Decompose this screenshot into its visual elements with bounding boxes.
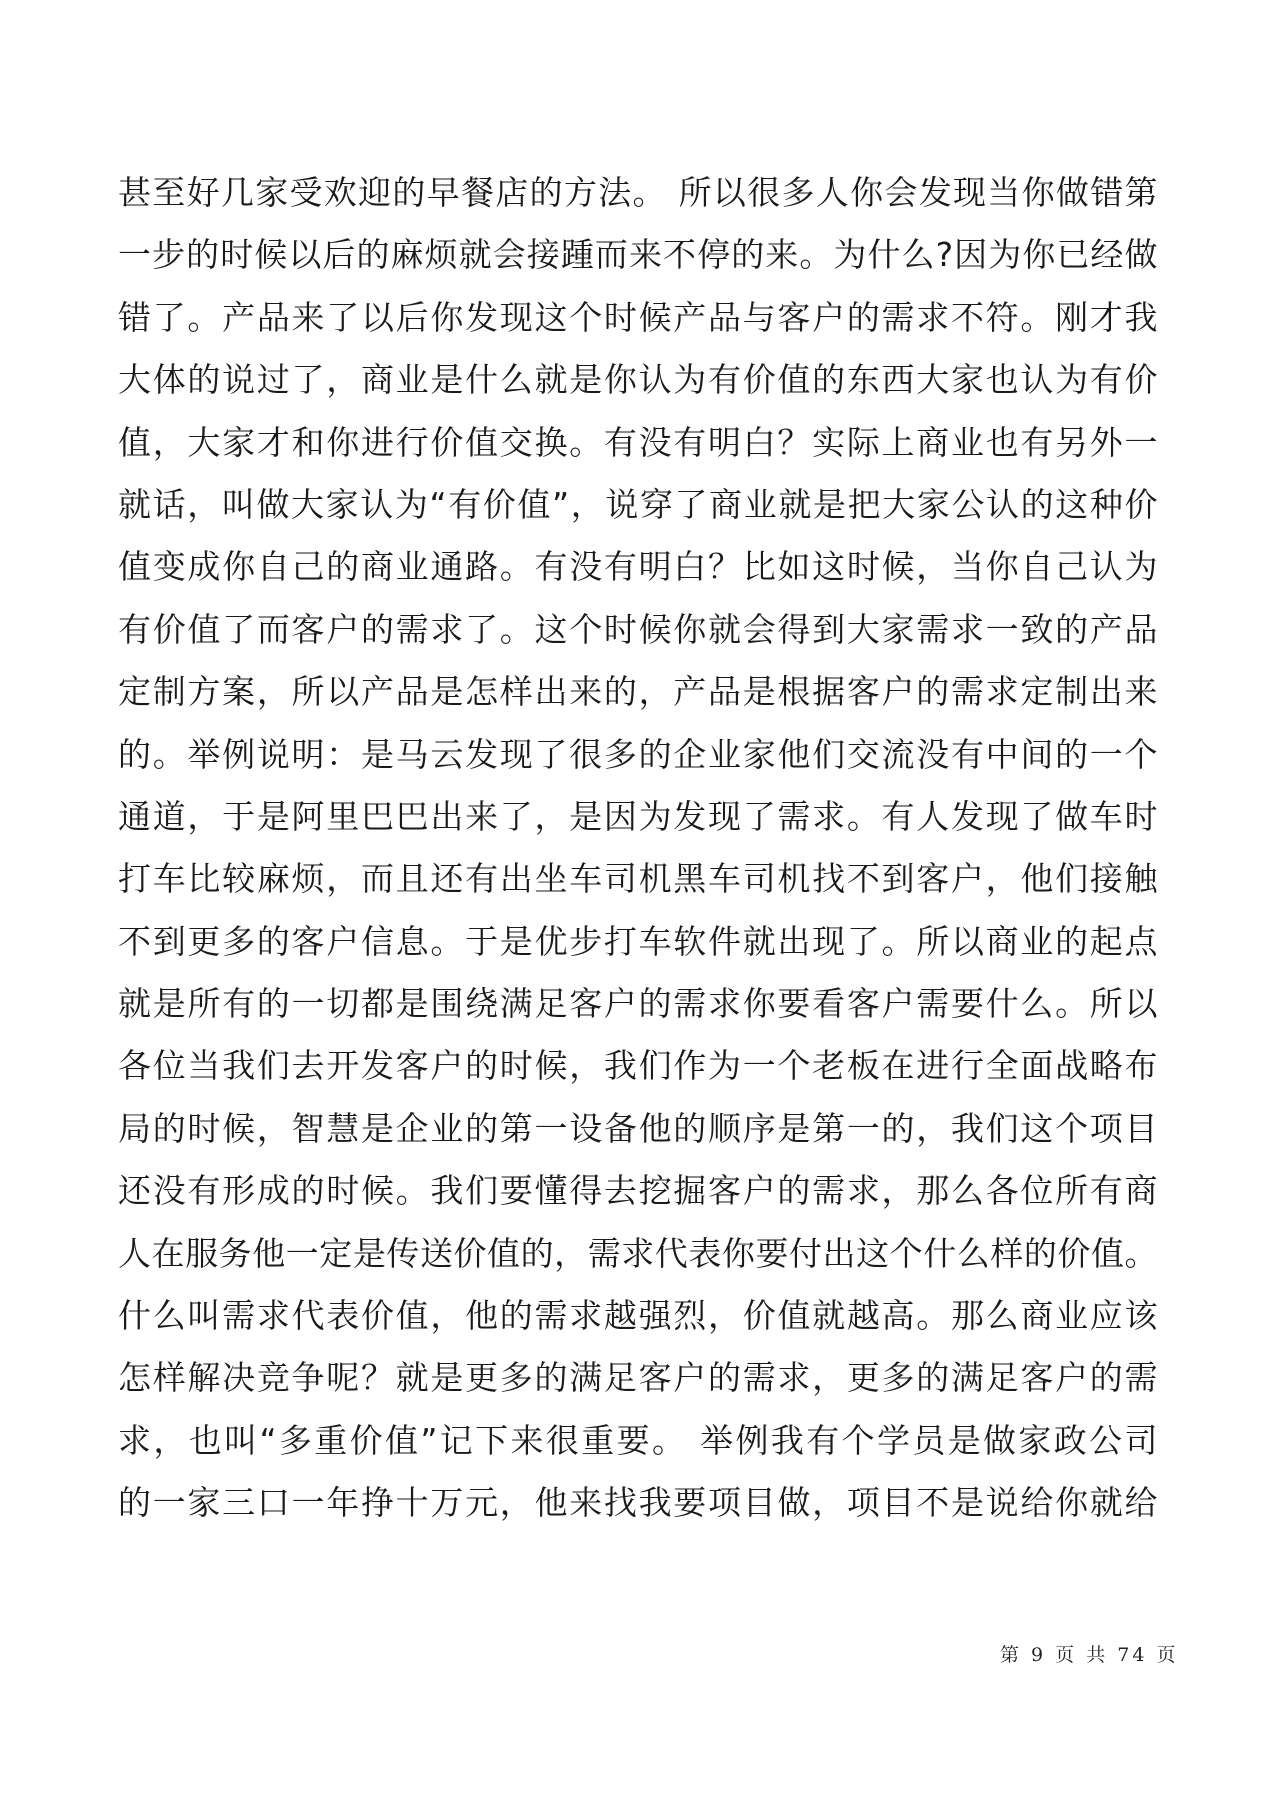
text-line: 一步的时候以后的麻烦就会接踵而来不停的来。为什么?因为你已经做 — [118, 235, 1158, 275]
text-line: 定制方案，所以产品是怎样出来的，产品是根据客户的需求定制出来 — [118, 672, 1158, 712]
text-line: 通道，于是阿里巴巴出来了，是因为发现了需求。有人发现了做车时 — [118, 796, 1158, 836]
text-line: 各位当我们去开发客户的时候，我们作为一个老板在进行全面战略布 — [118, 1046, 1158, 1086]
text-line: 求，也叫“多重价值”记下来很重要。 举例我有个学员是做家政公司 — [118, 1420, 1158, 1460]
text-line: 打车比较麻烦，而且还有出坐车司机黑车司机找不到客户，他们接触 — [118, 859, 1158, 899]
text-line: 错了。产品来了以后你发现这个时候产品与客户的需求不符。刚才我 — [118, 297, 1158, 337]
text-line: 值，大家才和你进行价值交换。有没有明白？实际上商业也有另外一 — [118, 422, 1158, 462]
text-line: 大体的说过了，商业是什么就是你认为有价值的东西大家也认为有价 — [118, 360, 1158, 400]
text-line: 什么叫需求代表价值，他的需求越强烈，价值就越高。那么商业应该 — [118, 1296, 1158, 1336]
text-line: 还没有形成的时候。我们要懂得去挖掘客户的需求，那么各位所有商 — [118, 1171, 1158, 1211]
text-line: 怎样解决竞争呢？就是更多的满足客户的需求，更多的满足客户的需 — [118, 1358, 1158, 1398]
text-line: 人在服务他一定是传送价值的，需求代表你要付出这个什么样的价值。 — [118, 1233, 1158, 1273]
page-number-footer: 第 9 页 共 74 页 — [1000, 1644, 1179, 1666]
text-line: 甚至好几家受欢迎的早餐店的方法。 所以很多人你会发现当你做错第 — [118, 173, 1158, 212]
text-line: 值变成你自己的商业通路。有没有明白？比如这时候，当你自己认为 — [118, 547, 1158, 587]
text-line: 就话，叫做大家认为“有价值”，说穿了商业就是把大家公认的这种价 — [118, 484, 1158, 524]
text-line: 的一家三口一年挣十万元，他来找我要项目做，项目不是说给你就给 — [118, 1483, 1158, 1523]
text-line: 的。举例说明：是马云发现了很多的企业家他们交流没有中间的一个 — [118, 734, 1158, 774]
text-line: 有价值了而客户的需求了。这个时候你就会得到大家需求一致的产品 — [118, 609, 1158, 649]
text-line: 局的时候，智慧是企业的第一设备他的顺序是第一的，我们这个项目 — [118, 1108, 1158, 1148]
body-text — [118, 162, 1158, 1535]
text-line: 不到更多的客户信息。于是优步打车软件就出现了。所以商业的起点 — [118, 921, 1158, 961]
text-line: 就是所有的一切都是围绕满足客户的需求你要看客户需要什么。所以 — [118, 984, 1158, 1024]
